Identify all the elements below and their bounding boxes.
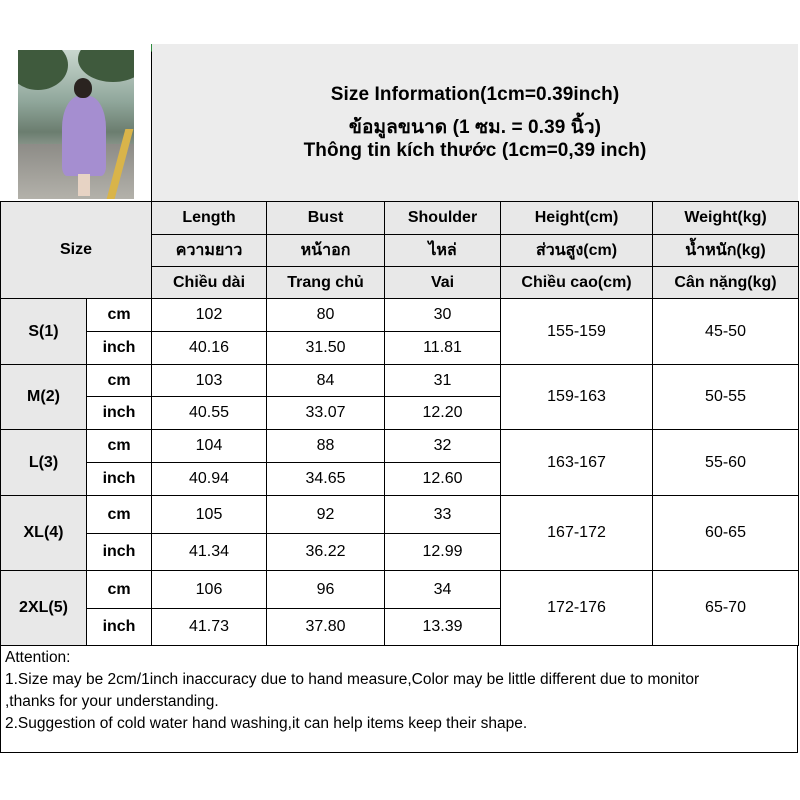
unit-cm: cm	[87, 365, 152, 397]
size-label: M(2)	[1, 365, 87, 430]
weight-range: 65-70	[653, 571, 799, 646]
title-thai: ข้อมูลขนาด (1 ซม. = 0.39 นิ้ว)	[348, 117, 602, 138]
col-weight-th: น้ำหนัก(kg)	[653, 235, 799, 267]
col-bust-en: Bust	[267, 202, 385, 235]
shoulder-inch: 12.20	[385, 397, 501, 430]
length-cm: 102	[152, 299, 267, 332]
col-shoulder-vi: Vai	[385, 267, 501, 299]
col-shoulder-en: Shoulder	[385, 202, 501, 235]
height-range: 172-176	[501, 571, 653, 646]
length-inch: 40.55	[152, 397, 267, 430]
product-photo	[18, 50, 134, 199]
length-inch: 40.94	[152, 463, 267, 496]
length-inch: 41.73	[152, 609, 267, 646]
size-label: S(1)	[1, 299, 87, 365]
col-shoulder-th: ไหล่	[385, 235, 501, 267]
attention-line: 2.Suggestion of cold water hand washing,it can help items keep their shape.	[5, 715, 528, 732]
length-inch: 41.34	[152, 534, 267, 571]
bust-inch: 33.07	[267, 397, 385, 430]
height-range: 167-172	[501, 496, 653, 571]
photo-cell	[0, 44, 152, 202]
bust-cm: 92	[267, 496, 385, 534]
col-weight-vi: Cân nặng(kg)	[653, 267, 799, 299]
col-bust-th: หน้าอก	[267, 235, 385, 267]
unit-inch: inch	[87, 332, 152, 365]
bust-cm: 96	[267, 571, 385, 609]
size-label: L(3)	[1, 430, 87, 496]
title-banner	[152, 44, 798, 202]
title-english: Size Information(1cm=0.39inch)	[330, 84, 620, 105]
purple-dress-figure	[62, 96, 106, 176]
unit-cm: cm	[87, 496, 152, 534]
size-header: Size	[1, 202, 152, 299]
weight-range: 45-50	[653, 299, 799, 365]
size-table	[0, 201, 799, 646]
unit-cm: cm	[87, 430, 152, 463]
shoulder-cm: 32	[385, 430, 501, 463]
col-height-en: Height(cm)	[501, 202, 653, 235]
col-bust-vi: Trang chủ	[267, 267, 385, 299]
bust-inch: 31.50	[267, 332, 385, 365]
bust-cm: 88	[267, 430, 385, 463]
length-inch: 40.16	[152, 332, 267, 365]
length-cm: 105	[152, 496, 267, 534]
shoulder-inch: 12.60	[385, 463, 501, 496]
shoulder-inch: 12.99	[385, 534, 501, 571]
shoulder-cm: 33	[385, 496, 501, 534]
shoulder-cm: 31	[385, 365, 501, 397]
attention-line: ,thanks for your understanding.	[5, 693, 219, 710]
attention-heading: Attention:	[5, 649, 71, 666]
unit-inch: inch	[87, 463, 152, 496]
height-range: 155-159	[501, 299, 653, 365]
height-range: 159-163	[501, 365, 653, 430]
weight-range: 50-55	[653, 365, 799, 430]
attention-line: 1.Size may be 2cm/1inch inaccuracy due to hand measure,Color may be little different due to monitor	[5, 671, 700, 688]
attention-notes	[0, 645, 798, 753]
bust-inch: 36.22	[267, 534, 385, 571]
unit-inch: inch	[87, 609, 152, 646]
bust-inch: 34.65	[267, 463, 385, 496]
shoulder-inch: 13.39	[385, 609, 501, 646]
unit-inch: inch	[87, 397, 152, 430]
col-length-th: ความยาว	[152, 235, 267, 267]
height-range: 163-167	[501, 430, 653, 496]
unit-cm: cm	[87, 299, 152, 332]
title-vietnamese: Thông tin kích thước (1cm=0,39 inch)	[303, 140, 647, 161]
weight-range: 60-65	[653, 496, 799, 571]
length-cm: 103	[152, 365, 267, 397]
length-cm: 106	[152, 571, 267, 609]
col-height-th: ส่วนสูง(cm)	[501, 235, 653, 267]
shoulder-inch: 11.81	[385, 332, 501, 365]
bust-cm: 84	[267, 365, 385, 397]
unit-cm: cm	[87, 571, 152, 609]
shoulder-cm: 34	[385, 571, 501, 609]
weight-range: 55-60	[653, 430, 799, 496]
unit-inch: inch	[87, 534, 152, 571]
col-length-en: Length	[152, 202, 267, 235]
size-label: 2XL(5)	[1, 571, 87, 646]
shoulder-cm: 30	[385, 299, 501, 332]
bust-cm: 80	[267, 299, 385, 332]
col-length-vi: Chiều dài	[152, 267, 267, 299]
length-cm: 104	[152, 430, 267, 463]
col-height-vi: Chiều cao(cm)	[501, 267, 653, 299]
col-weight-en: Weight(kg)	[653, 202, 799, 235]
size-label: XL(4)	[1, 496, 87, 571]
bust-inch: 37.80	[267, 609, 385, 646]
